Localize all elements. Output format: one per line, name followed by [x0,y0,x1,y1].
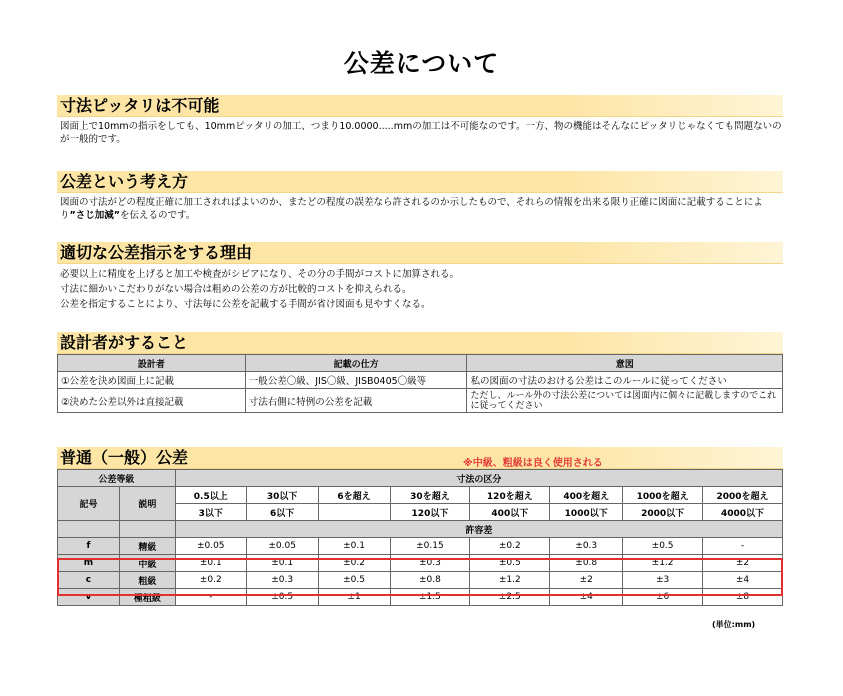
range-lower: 1000を超え [623,487,703,504]
reason-line: 寸法に細かいこだわりがない場合は粗めの公差の方が比較的コストを抑えられる。 [60,284,412,295]
table-cell: ±0.2 [470,538,550,555]
table-cell: ±2 [550,572,623,589]
table-cell: ±0.1 [175,555,246,572]
section-impossible-exact [57,95,783,146]
table-cell: 一般公差〇級、JIS〇級、JISB0405〇級等 [245,372,467,389]
page-title: 公差について [343,49,500,78]
table-cell: ±1 [318,589,390,606]
table-cell: ±0.5 [246,589,318,606]
range-lower: 2000を超え [703,487,783,504]
section-reasons [57,242,783,312]
range-upper: 120以下 [390,504,470,521]
section-general-tolerance [57,447,783,469]
table-cell: ±0.3 [550,538,623,555]
range-upper [318,504,390,521]
section-heading: 普通（一般）公差 [57,447,783,469]
range-header: 寸法の区分 [175,470,782,487]
table-cell: ±0.2 [175,572,246,589]
table-cell: 私の図面の寸法のおける公差はこのルールに従ってください [467,372,783,389]
section-heading: 設計者がすること [57,332,783,354]
table-cell: - [703,538,783,555]
grade-symbol: c [58,572,120,589]
range-upper: 2000以下 [623,504,703,521]
section-designer-tasks [57,332,783,354]
table-cell: ②決めた公差以外は直接記載 [58,389,246,413]
column-header: 設計者 [58,355,246,372]
blank-cell [58,521,120,538]
range-upper: 6以下 [246,504,318,521]
grade-symbol: v [58,589,120,606]
table-cell: ±0.5 [623,538,703,555]
range-upper: 1000以下 [550,504,623,521]
section-text: 図面の寸法がどの程度正確に加工されればよいのか、またどの程度の誤差なら許されるのか示したもので、それらの情報を出来る限り正確に図面に記載することにより”さじ加減”を伝えるのです。 [60,197,763,221]
table-cell: ±0.8 [390,572,470,589]
usage-note: ※中級、粗級は良く使用される [463,458,603,469]
blank-cell [119,521,175,538]
column-header: 意図 [467,355,783,372]
table-cell: - [175,589,246,606]
range-lower: 6を超え [318,487,390,504]
section-text: 図面上で10mmの指示をしても、10mmピッタリの加工、つまり10.0000.....mmの加工は不可能なのです。一方、物の機能はそんなにピッタリじゃなくても問題ないのが一般的です。 [60,121,782,145]
grade-symbol: m [58,555,120,572]
table-cell: ±8 [703,589,783,606]
range-lower: 400を超え [550,487,623,504]
table-cell: ±3 [623,572,703,589]
table-cell: ±1.5 [390,589,470,606]
grade-description: 精級 [119,538,175,555]
table-cell: ±1.2 [470,572,550,589]
table-cell: ±0.3 [246,572,318,589]
table-cell: ±0.1 [318,538,390,555]
section-heading: 適切な公差指示をする理由 [57,242,783,264]
table-cell: ただし、ルール外の寸法公差については図面内に個々に記載しますのでこれに従ってください [467,389,783,413]
description-header: 説明 [119,487,175,521]
table-cell: ±0.3 [390,555,470,572]
table-cell: ±0.5 [470,555,550,572]
table-row [58,372,783,389]
range-upper: 3以下 [175,504,246,521]
grade-description: 極粗級 [119,589,175,606]
table-row [58,572,783,589]
table-row [58,555,783,572]
symbol-header: 記号 [58,487,120,521]
table-cell: ±4 [703,572,783,589]
table-cell: ±2.5 [470,589,550,606]
table-cell: ±0.05 [246,538,318,555]
section-heading: 寸法ピッタリは不可能 [57,95,783,117]
table-cell: ±4 [550,589,623,606]
range-lower: 30を超え [390,487,470,504]
range-lower: 120を超え [470,487,550,504]
designer-table [57,354,783,413]
table-cell: ±0.5 [318,572,390,589]
table-row [58,389,783,413]
table-cell: 寸法右側に特例の公差を記載 [245,389,467,413]
table-cell: ±0.15 [390,538,470,555]
table-row [58,589,783,606]
table-cell: ±6 [623,589,703,606]
emphasis-text: ”さじ加減” [69,210,121,221]
range-lower: 0.5以上 [175,487,246,504]
grade-symbol: f [58,538,120,555]
table-row [58,538,783,555]
range-upper: 4000以下 [703,504,783,521]
section-heading: 公差という考え方 [57,171,783,193]
table-cell: ±2 [703,555,783,572]
section-tolerance-concept [57,171,783,222]
table-cell: ±0.8 [550,555,623,572]
table-cell: ①公差を決め図面上に記載 [58,372,246,389]
table-cell: ±1.2 [623,555,703,572]
reason-line: 公差を指定することにより、寸法毎に公差を記載する手間が省け図面も見やすくなる。 [60,299,431,310]
reason-line: 必要以上に精度を上げると加工や検査がシビアになり、その分の手間がコストに加算される。 [60,269,460,280]
table-cell: ±0.2 [318,555,390,572]
unit-note: (単位:mm) [712,620,756,629]
range-lower: 30以下 [246,487,318,504]
grade-header: 公差等級 [58,470,176,487]
table-cell: ±0.1 [246,555,318,572]
grade-description: 中級 [119,555,175,572]
column-header: 記載の仕方 [245,355,467,372]
range-upper: 400以下 [470,504,550,521]
tolerance-table [57,469,783,606]
grade-description: 粗級 [119,572,175,589]
table-cell: ±0.05 [175,538,246,555]
allowance-header: 許容差 [175,521,782,538]
